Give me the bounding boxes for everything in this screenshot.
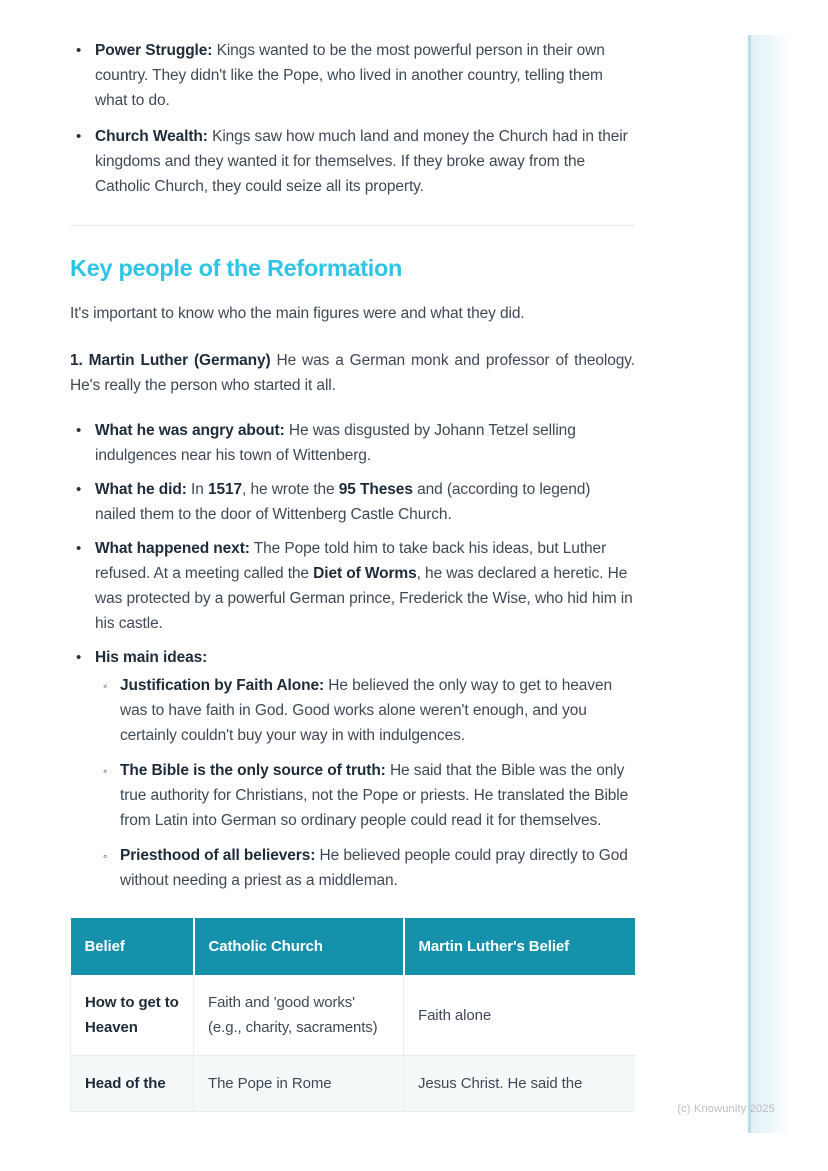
list-item — [103, 843, 635, 893]
table-cell-belief: Head of the — [71, 1056, 194, 1112]
list-item-text: Church Wealth: Kings saw how much land and money the Church had in their kingdoms and they wanted it for themselves. If they broke away from the Catholic Church, they could seize all its property. — [95, 128, 628, 195]
document-content — [70, 0, 635, 1126]
list-item-label: What he was angry about: — [95, 422, 285, 439]
table-row — [71, 1056, 636, 1112]
belief-comparison-table-clip — [70, 918, 635, 1126]
table-cell-belief: How to get to Heaven — [71, 975, 194, 1056]
table-cell-luther: Jesus Christ. He said the — [404, 1056, 636, 1112]
list-item-label: What he did: — [95, 481, 187, 498]
list-item — [70, 645, 635, 903]
column-header-catholic-church: Catholic Church — [194, 918, 404, 975]
list-item-text: The Bible is the only source of truth: He said that the Bible was the only true authority for Christians, not the Pope or priests. He translated the Bible from Latin into German so ordinary people could read it for themselves. — [120, 762, 629, 829]
bullet-icon: • — [76, 540, 82, 557]
page-edge-highlight — [748, 35, 789, 1133]
list-item-text: What he was angry about: He was disgusted by Johann Tetzel selling indulgences near his town of Wittenberg. — [95, 422, 576, 464]
table-cell-catholic: Faith and 'good works' (e.g., charity, sacraments) — [194, 975, 404, 1056]
table-cell-luther: Faith alone — [404, 975, 636, 1056]
belief-comparison-table — [70, 918, 635, 1112]
list-item — [103, 673, 635, 748]
bullet-icon: • — [76, 649, 82, 666]
list-item-label: What happened next: — [95, 540, 250, 557]
section-heading: Key people of the Reformation — [70, 255, 403, 281]
list-item — [70, 418, 635, 468]
kings-reasons-list — [70, 38, 635, 199]
circle-bullet-icon: ◦ — [103, 679, 108, 693]
list-item — [70, 124, 635, 199]
list-item-label: Church Wealth: — [95, 128, 208, 145]
column-header-belief: Belief — [71, 918, 194, 975]
list-item-label: The Bible is the only source of truth: — [120, 762, 386, 779]
section-divider — [70, 225, 635, 226]
list-item-label: Priesthood of all believers: — [120, 847, 316, 864]
list-item-label: Power Struggle: — [95, 42, 213, 59]
list-item — [70, 38, 635, 113]
list-item-text: Justification by Faith Alone: He believed the only way to get to heaven was to have faith in God. Good works alone weren't enough, and you certainly couldn't buy your way in with indulgences. — [120, 677, 612, 744]
circle-bullet-icon: ◦ — [103, 764, 108, 778]
table-cell-catholic: The Pope in Rome — [194, 1056, 404, 1112]
section-intro: It's important to know who the main figures were and what they did. — [70, 305, 525, 322]
list-item-text: What happened next: The Pope told him to take back his ideas, but Luther refused. At a meeting called the Diet of Worms, he was declared a heretic. He was protected by a powerful German prince, Frederick the Wise, who hid him in his castle. — [95, 540, 633, 632]
luther-title: 1. Martin Luther (Germany) — [70, 352, 271, 369]
circle-bullet-icon: ◦ — [103, 849, 108, 863]
bullet-icon: • — [76, 422, 82, 439]
bullet-icon: • — [76, 42, 82, 59]
luther-intro-paragraph: 1. Martin Luther (Germany) He was a German monk and professor of theology. He's really the person who started it all. — [70, 352, 635, 394]
luther-facts-list — [70, 418, 635, 903]
list-item-label: Justification by Faith Alone: — [120, 677, 325, 694]
copyright-notice: (c) Knowunity 2025 — [677, 1103, 775, 1115]
bullet-icon: • — [76, 128, 82, 145]
table-row — [71, 975, 636, 1056]
list-item — [70, 477, 635, 527]
list-item — [70, 536, 635, 636]
list-item-text — [95, 645, 635, 670]
list-item-text: Priesthood of all believers: He believed people could pray directly to God without needing a priest as a middleman. — [120, 847, 628, 889]
list-item — [103, 758, 635, 833]
column-header-martin-luther: Martin Luther's Belief — [404, 918, 636, 975]
luther-ideas-sublist — [95, 673, 635, 893]
list-item-label: His main ideas: — [95, 649, 208, 666]
table-header-row — [71, 918, 636, 975]
list-item-text: What he did: In 1517, he wrote the 95 Theses and (according to legend) nailed them to the door of Wittenberg Castle Church. — [95, 481, 591, 523]
list-item-text: Power Struggle: Kings wanted to be the most powerful person in their own country. They didn't like the Pope, who lived in another country, telling them what to do. — [95, 42, 605, 109]
bullet-icon: • — [76, 481, 82, 498]
